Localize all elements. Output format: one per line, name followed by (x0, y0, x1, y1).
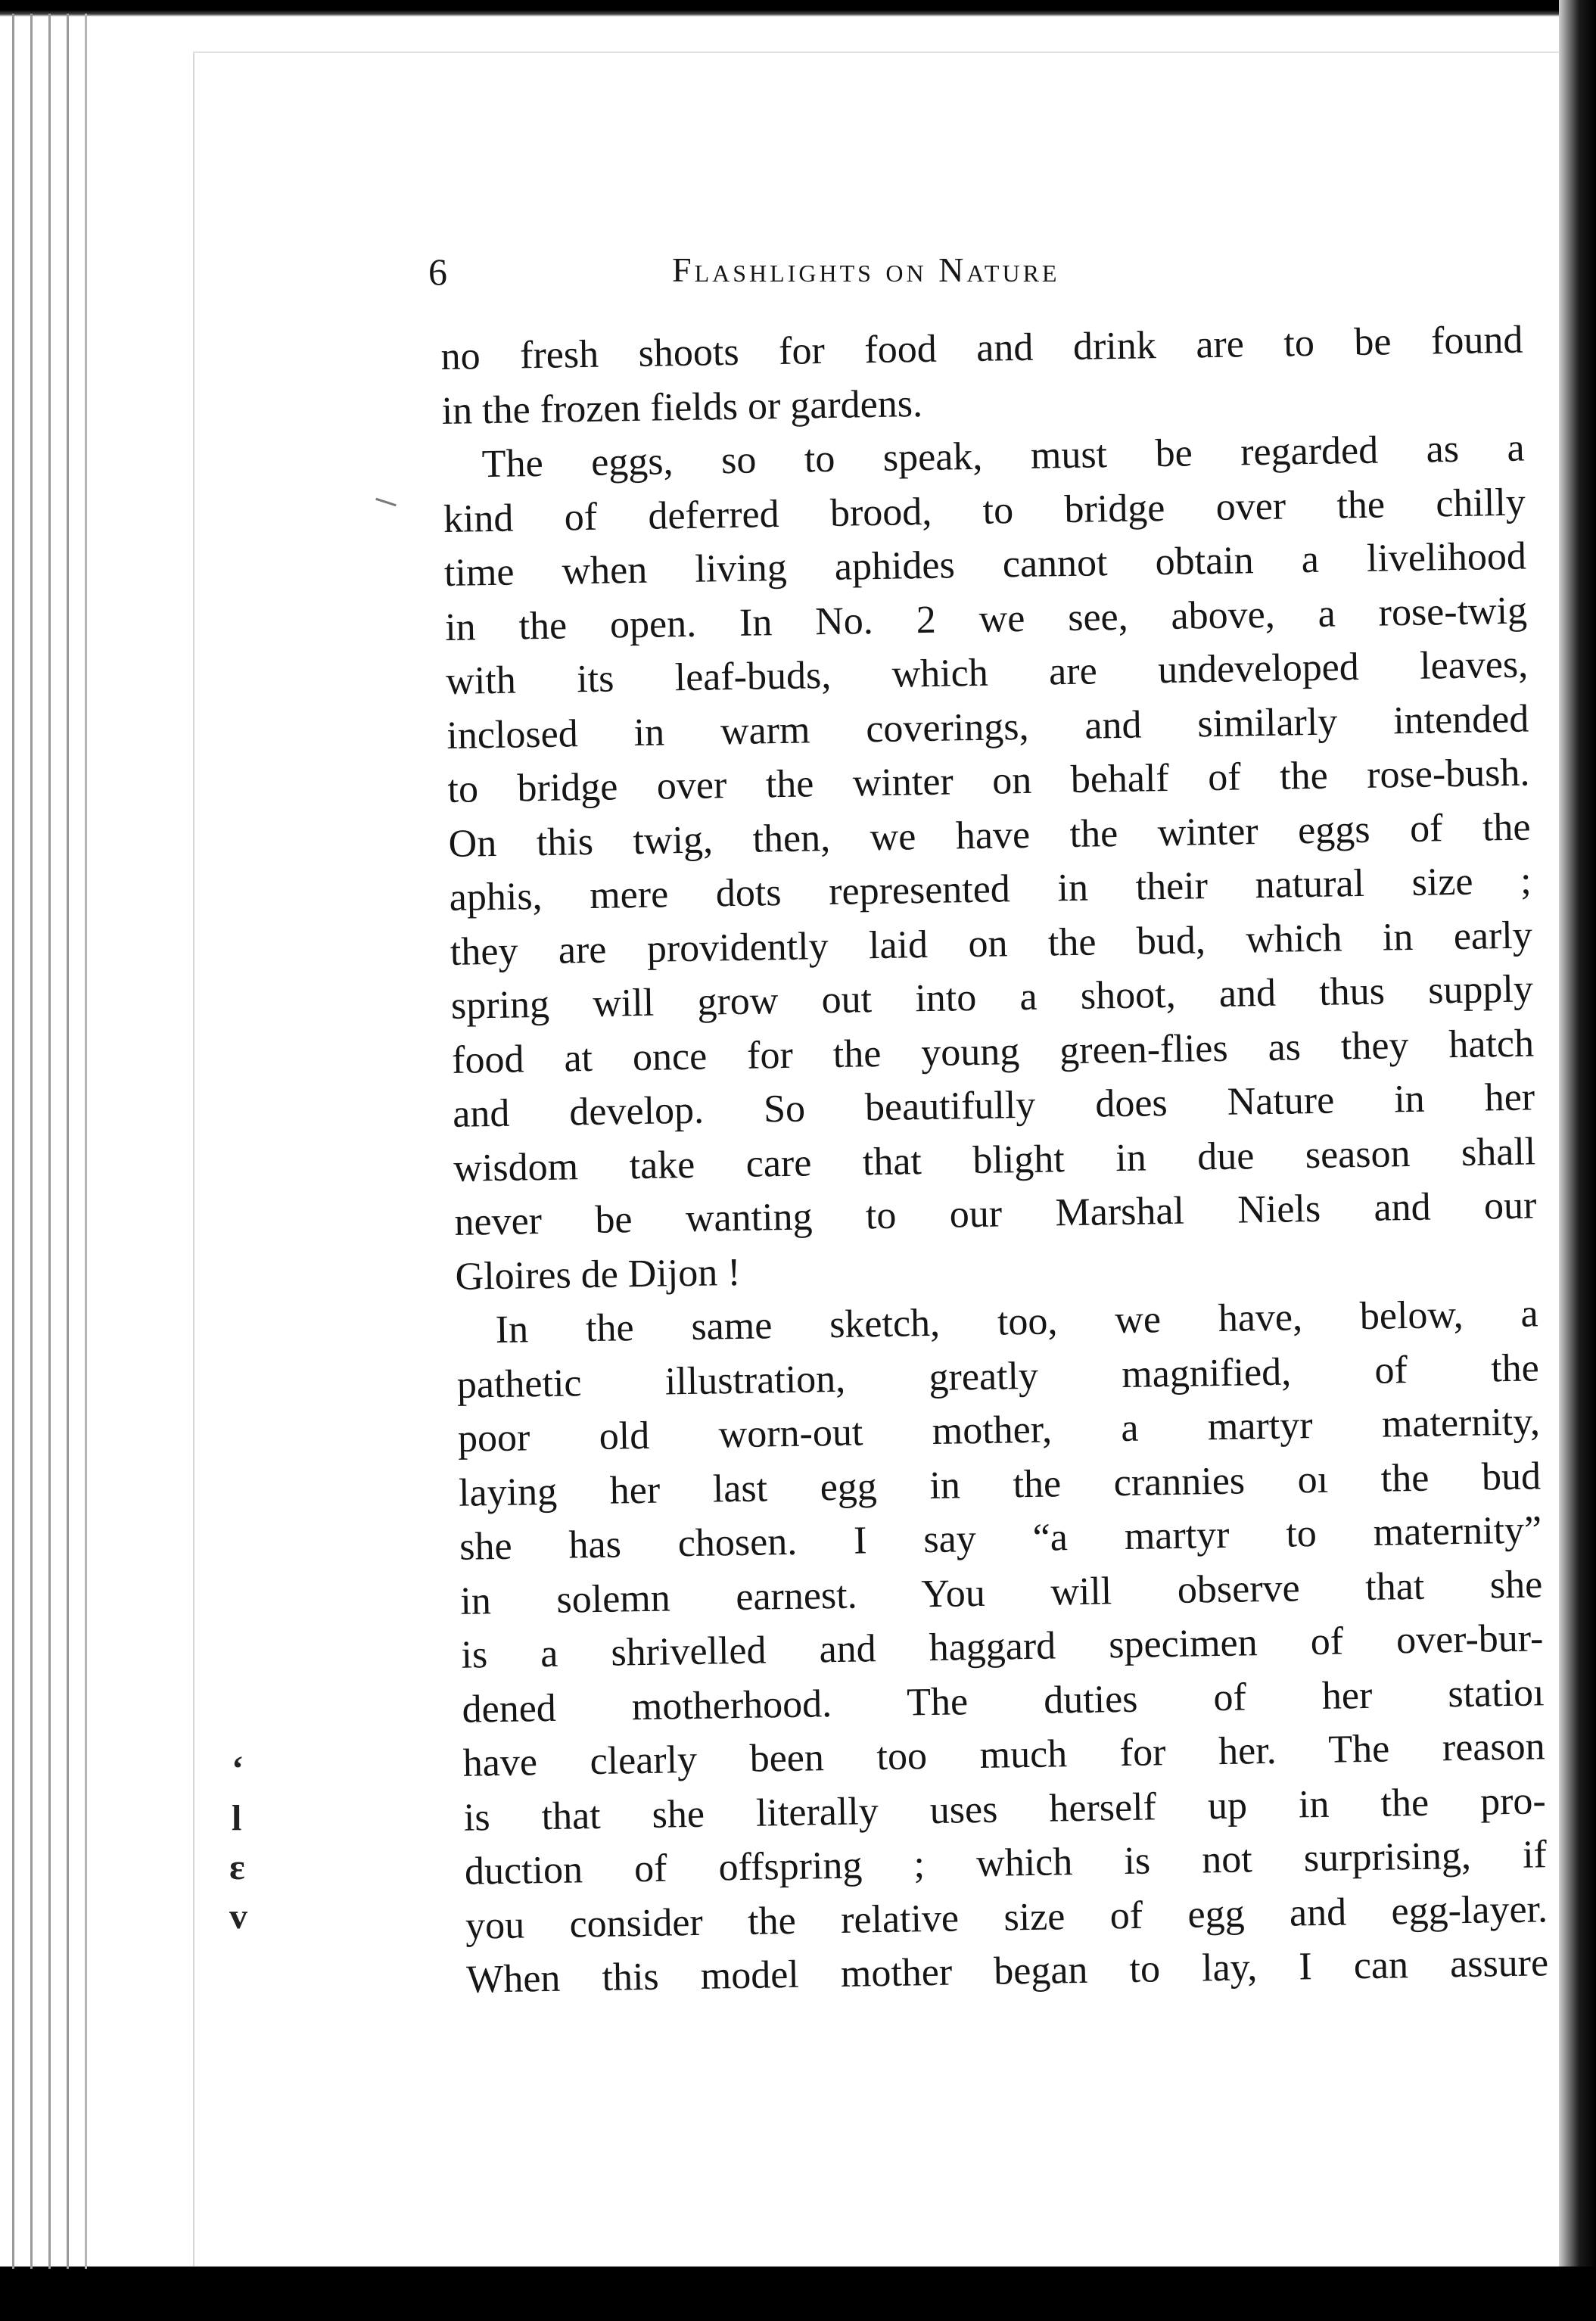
text-line: to bridge over the winter on behalf of the rose-bush. (447, 751, 1530, 811)
text-line: in the open. In No. 2 we see, above, a rose-twig (444, 588, 1528, 649)
text-line: On this twig, then, we have the winter eggs of the (448, 804, 1531, 866)
page-stack-edge (67, 14, 69, 2269)
body-text (440, 313, 1549, 2008)
text-line: time when living aphides cannot obtain a livelihood (443, 534, 1527, 595)
text-line: inclosed in warm coverings, and similarly intended (446, 696, 1529, 758)
text-line: pathetic illustration, greatly magnified, of the (456, 1346, 1540, 1407)
text-line: spring will grow out into a shoot, and thus supply (450, 967, 1534, 1028)
text-line: aphis, mere dots represented in their natural size ; (449, 859, 1532, 919)
text-line: duction of offspring ; which is not surprising, if (464, 1833, 1548, 1893)
text-line: When this model mother began to lay, I can assure (465, 1941, 1549, 2002)
text-line: she has chosen. I say “a martyr to maternity” (459, 1508, 1542, 1569)
margin-pencil-mark (375, 498, 397, 507)
scan-edge-right (1559, 0, 1596, 2321)
text-line: have clearly been too much for her. The reason (462, 1725, 1546, 1785)
text-line: The eggs, so to speak, must be regarded as a (481, 426, 1526, 487)
text-line: poor old worn-out mother, a martyr maternity, (457, 1400, 1541, 1461)
text-line: no fresh shoots for food and drink are to be found (440, 318, 1523, 378)
text-line: wisdom take care that blight in due season shall (453, 1129, 1536, 1190)
page-top-edge (193, 51, 1559, 53)
page-stack-edge (30, 14, 33, 2269)
page-binding-edge (193, 53, 194, 2267)
text-line: never be wanting to our Marshal Niels and our (454, 1184, 1537, 1244)
text-line: in the frozen fields or gardens. (441, 381, 923, 433)
text-line: is a shrivelled and haggard specimen of over-bur- (461, 1616, 1544, 1677)
text-line: food at once for the young green-flies as they hatch (451, 1021, 1535, 1082)
margin-mark: ‘ (232, 1749, 244, 1789)
page-header (428, 250, 1261, 303)
running-head: Flashlights on Nature (672, 250, 1060, 289)
margin-mark: ɛ (229, 1847, 245, 1887)
text-line: is that she literally uses herself up in the pro- (463, 1778, 1547, 1840)
text-line: Gloires de Dijon ! (455, 1250, 741, 1299)
text-line: with its leaf-buds, which are undeveloped leaves, (445, 642, 1529, 703)
margin-mark: l (232, 1798, 242, 1838)
margin-mark: v (229, 1896, 247, 1937)
text-line: laying her last egg in the crannies oı the bud (458, 1454, 1542, 1515)
text-line: and develop. So beautifully does Nature in her (452, 1075, 1535, 1136)
page-stack-edge (12, 14, 14, 2269)
page-number: 6 (428, 250, 447, 293)
text-line: you consider the relative size of egg and egg-layer. (465, 1887, 1548, 1948)
scan-edge-top (0, 0, 1596, 17)
text-line: they are providently laid on the bud, which in early (450, 913, 1533, 974)
text-line: kind of deferred brood, to bridge over the chilly (443, 481, 1526, 541)
scan-edge-bottom (0, 2267, 1596, 2321)
page-stack-edge (48, 14, 51, 2269)
text-line: In the same sketch, too, we have, below, a (495, 1292, 1539, 1352)
page-stack-edge (85, 14, 87, 2269)
text-line: in solemn earnest. You will observe that she (459, 1562, 1543, 1623)
text-line: dened motherhood. The duties of her statioı (462, 1670, 1545, 1731)
